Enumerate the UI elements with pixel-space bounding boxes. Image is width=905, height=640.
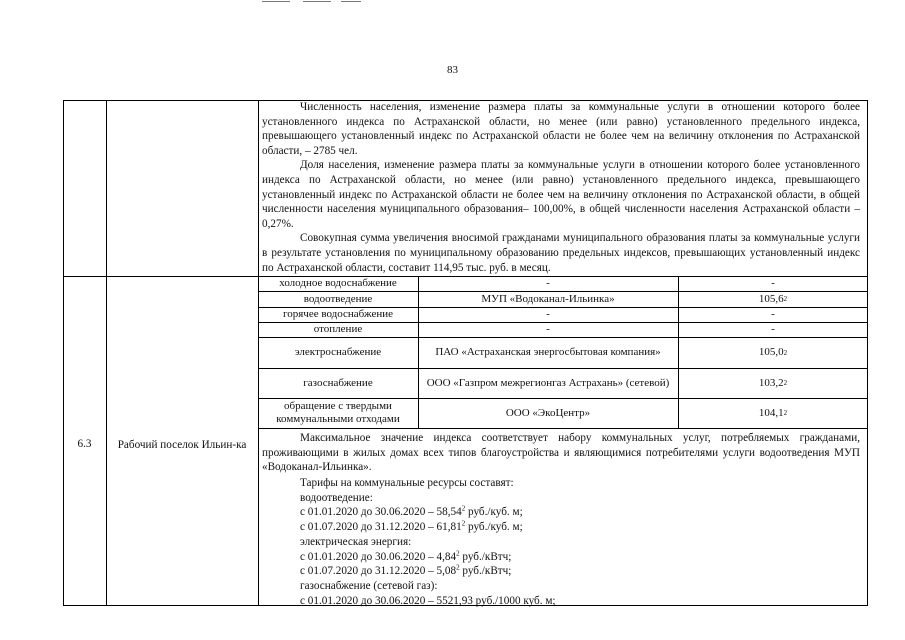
tariff-group-label: электрическая энергия: [300, 535, 412, 548]
service-index-cell: 105,6 2 [758, 292, 788, 305]
service-name: водоотведение [303, 292, 373, 305]
tariffs-heading: Тарифы на коммунальные ресурсы составят: [300, 477, 514, 489]
service-index: - [771, 277, 775, 289]
service-name: электроснабжение [294, 346, 382, 358]
service-index: 104,1 [758, 406, 784, 419]
tariff-line: с 01.01.2020 до 30.06.2020 – 58,54$^2$ руб./куб. м; [300, 504, 523, 519]
service-index: 105,0 [758, 346, 784, 358]
tariff-group-label: водоотведение: [300, 491, 373, 504]
service-index: - [771, 308, 775, 320]
service-row-line [258, 428, 868, 429]
service-provider: ООО «Газпром межрегионгаз Астрахань» (сетевой) [426, 376, 670, 389]
service-provider: - [546, 277, 550, 289]
service-index-cell: 103,2 2 [758, 376, 788, 389]
column-divider-number [106, 100, 107, 606]
service-index: 105,6 [758, 292, 784, 305]
row-number: 6.3 [77, 438, 92, 450]
paragraph-population-share: Доля населения, изменение размера платы за коммунальные услуги в отношении которого более установленного индекса по Астраханской области, но менее (или равно) установленного предельного индекса, превышающего установленный индекс по Астраханской области не более чем на величину отклонения по Астраханской области, в общей численности населения муниципального образования– 100,00%, в общей численности населения Астраханской области – 0,27%. [262, 159, 860, 230]
tariff-line: с 01.07.2020 до 31.12.2020 – 5,08$^2$ руб./кВтч; [300, 563, 512, 578]
tariff-line: с 01.01.2020 до 30.06.2020 – 4,84$^2$ руб./кВтч; [300, 548, 512, 563]
service-name: обращение с твердыми коммунальными отходами [276, 400, 400, 425]
service-index: 103,2 [758, 376, 784, 389]
service-provider: ПАО «Астраханская энергосбытовая компания» [435, 346, 661, 358]
service-index-cell: 105,0 2 [758, 346, 788, 358]
service-index-cell: 104,1 2 [758, 406, 788, 419]
page-number: 83 [447, 64, 458, 76]
paragraph-total-increase: Совокупная сумма увеличения вносимой гражданами муниципального образования платы за коммунальные услуги в результате установления по муниципальному образованию предельных индексов, превышающих установленный индекс по Астраханской области, составит 114,95 тыс. руб. в месяц. [262, 232, 860, 274]
tariff-group-label: газоснабжение (сетевой газ): [300, 579, 438, 592]
paragraph-population: Численность населения, изменение размера платы за коммунальные услуги в отношении которого более установленного индекса по Астраханской области, но менее (или равно) установленного предельного индекса, превышающего установленный индекс по Астраханской области не более чем на величину отклонения по Астраханской области, – 2785 чел. [262, 101, 860, 157]
service-name: холодное водоснабжение [279, 277, 397, 289]
service-provider: - [546, 308, 550, 320]
top-scan-marks [0, 0, 905, 6]
service-name: газоснабжение [303, 376, 373, 389]
tariffs-block [300, 476, 556, 608]
service-name: горячее водоснабжение [283, 308, 393, 320]
tariff-line: с 01.07.2020 до 31.12.2020 – 61,81$^2$ руб./куб. м; [300, 519, 523, 534]
service-name: отопление [313, 323, 363, 335]
service-index: - [771, 323, 775, 335]
max-index-paragraph: Максимальное значение индекса соответствует набору коммунальных услуг, потребляемых гражданами, проживающими в жилых домах всех типов благоустройства и являющимися потребителями услуги водоотведения МУП «Водоканал-Ильинка». [262, 432, 860, 474]
tariff-line: с 01.01.2020 до 30.06.2020 – 5521,93 руб./1000 куб. м; [300, 594, 556, 607]
service-provider: - [546, 323, 550, 335]
row-municipality-name: Рабочий поселок Ильин-ка [117, 439, 247, 451]
service-provider: МУП «Водоканал-Ильинка» [481, 292, 615, 305]
top-text-block [262, 100, 860, 275]
service-provider: ООО «ЭкоЦентр» [505, 406, 591, 419]
